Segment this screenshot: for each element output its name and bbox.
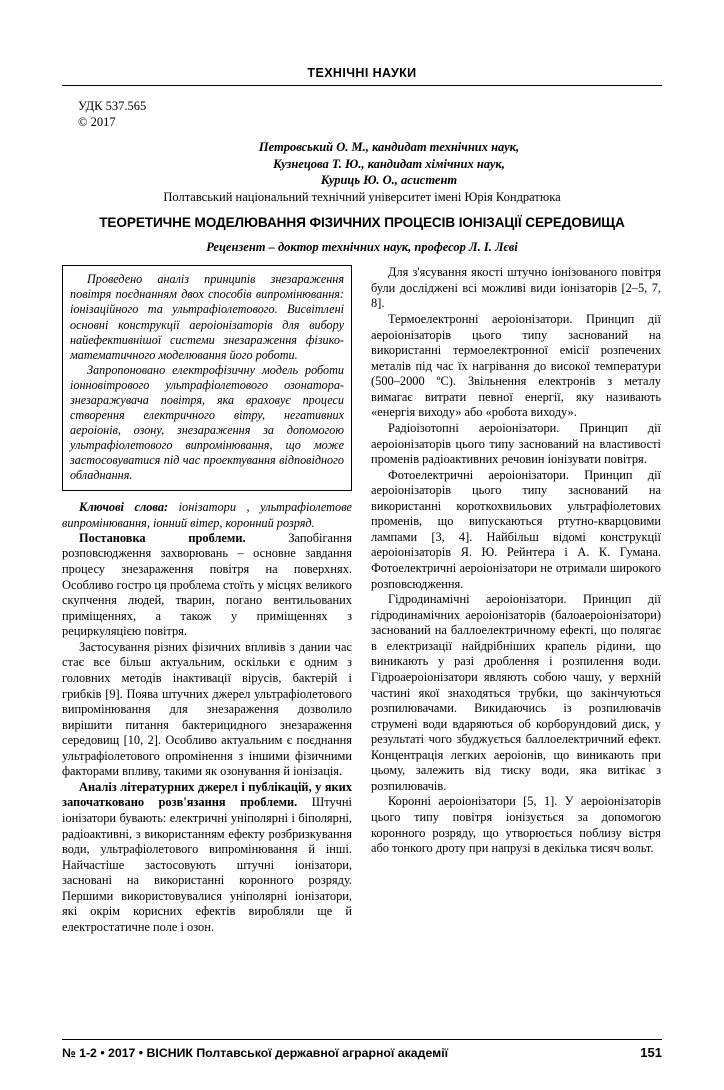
- left-paragraph-1-text: Запобігання розповсюдження захворювань – основне завдання процесу знезараження повітря на поверхнях. Особливо гостро ця проблема стоїть у місцях великого скупчення людей, тварин, погано вентильованих приміщеннях, а також у приміщеннях з рециркуляцією повітря.: [62, 530, 352, 639]
- page: [0, 66, 724, 1090]
- left-paragraph-3: [62, 780, 352, 936]
- affiliation: Полтавський національний технічний університет імені Юрія Кондратюка: [163, 189, 561, 204]
- right-paragraph-4: [371, 468, 661, 593]
- right-paragraph-6-lead: Коронні аероіонізатори [5, 1].: [388, 794, 558, 809]
- footer-row: [62, 1045, 662, 1060]
- running-head: ТЕХНІЧНІ НАУКИ: [307, 66, 417, 80]
- right-paragraph-4-lead: Фотоелектричні аероіонізатори.: [388, 467, 569, 482]
- udc-block: [62, 99, 662, 130]
- keywords-text: іонізатори , ультрафіолетове випромінювання, іонний вітер, коронний розряд.: [62, 500, 352, 530]
- left-paragraph-3-lead: Аналіз літературних джерел і публікацій, у яких започатковано розв'язання проблеми.: [62, 779, 352, 810]
- right-paragraph-3-lead: Радіоізотопні аероіонізатори.: [388, 420, 560, 435]
- left-paragraph-3-text: Штучні іонізатори бувають: електричні уніполярні і біполярні, радіоактивні, з використанням ефекту розбризкування води, ультрафіолетового випромінювання й інші. Найчастіше застосовують штучні іонізатори, засновані на використанні коронного розряду. Першими використовувалися уніполярні іонізатори, які окрім корисних ефектів виробляли ще й електростатичне поле і озон.: [62, 795, 352, 934]
- body-columns: [62, 265, 662, 935]
- page-title: ТЕОРЕТИЧНЕ МОДЕЛЮВАННЯ ФІЗИЧНИХ ПРОЦЕСІВ ІОНІЗАЦІЇ СЕРЕДОВИЩА: [99, 214, 625, 230]
- author-3: Куриць Ю. О., асистент: [320, 173, 458, 188]
- left-paragraph-2-text: Застосування різних фізичних впливів з дании час стає все більш актуальним, оскільки є одним з головних методів інактивації вірусів, бактерій і грибків [9]. Поява штучних джерел ультрафіолетового випромінювання для знезараження дозволило вирішити питання бактерицидного знезараження середовищ [10, 2]. Особливо актуальним є поєднання ультрафіолетового опромінення з іншими фізичними факторами впливу, такими як озонування й іонізація.: [62, 639, 352, 779]
- right-paragraph-3: [371, 421, 661, 468]
- abstract-paragraph-1: Проведено аналіз принципів знезараження повітря поєднанням двох способів випромінювання: іонізаційного та ультрафіолетового. Висвітлені основні конструкції аероіонізаторів для вибору найефективнішої системи знезараження фізико-математичного моделювання його роботи.: [70, 272, 344, 362]
- abstract-paragraph-2: Запропоновано електрофізичну модель роботи іонновітрового ультрафіолетового озонатора-знезаражувача повітря, яка враховує процеси створення електричного вітру, негативних аероіонів, озону, знезараження за допомогою ультрафіолетового випромінювання, що може застосовуватися під час проектування відповідного обладнання.: [70, 362, 344, 483]
- right-paragraph-2-lead: Термоелектронні аероіонізатори.: [388, 312, 573, 327]
- copyright-year: © 2017: [78, 114, 116, 129]
- header-rule: [62, 85, 662, 86]
- right-paragraph-5-text: Принцип дії гідродинамічних аероіонізаторів (балоаероіонізатори) заснований на баллоелектричному ефекті, що полягає в електризації найдрібніших крапель рідини, що виникають у разі дроблення і розпилення води. Гідроаероіонізатори являють собою чашу, у верхній частині якої знаходяться трубки, що закінчуються розпилювачами. Викидаючись із розпилювачів струмені води вдаряються об корборундовий диск, у результаті чого збуджується баллоелектричний ефект. Концентрація легких аероіонів, що виникають при цьому, залежить від тиску води, яка витікає з розпилювачів.: [371, 592, 662, 793]
- left-paragraph-2: [62, 640, 352, 780]
- left-paragraph-1-lead: Постановка проблеми.: [79, 530, 246, 545]
- footer-issue: № 1-2 • 2017 • ВІСНИК Полтавської державної аграрної академії: [62, 1046, 449, 1060]
- left-column: [62, 265, 352, 935]
- right-paragraph-2: [371, 312, 661, 421]
- footer-rule: [62, 1039, 662, 1040]
- right-paragraph-5-lead: Гідродинамічні аероіонізатори.: [388, 592, 567, 607]
- udc-code: УДК 537.565: [78, 99, 147, 113]
- author-1: Петровський О. М., кандидат технічних наук,: [258, 140, 520, 155]
- left-paragraph-1: [62, 531, 352, 640]
- right-paragraph-3-text: Принцип дії аероіонізаторів цього типу заснований на властивості променів радіоактивних речовин іонізувати повітря.: [371, 420, 661, 467]
- right-paragraph-4-text: Принцип дії аероіонізаторів цього типу заснований на використанні короткохвильових ультрафіолетових променів, що випускаються ртутно-кварцовими лампами [3, 4]. Найбільш відомі конструкції аероіонізаторів Я. Ю. Рейнтера і А. К. Гумана. Фотоелектричні аероіонізатори не отримали широкого розповсюдження.: [371, 467, 661, 591]
- right-paragraph-2-text: Принцип дії аероіонізаторів цього типу заснований на використанні термоелектронної емісії розпечених металів під час їх нагрівання до високої температури (500–2000 ºС). Звільнення електронів з металу вимагає витрати певної енергії, яку називають «енергія виходу» або «робота виходу».: [371, 312, 661, 420]
- authors-block: [62, 139, 662, 189]
- keywords: [62, 500, 352, 531]
- page-footer: [62, 1039, 662, 1060]
- keywords-label: Ключові слова:: [79, 500, 169, 515]
- author-2: Кузнецова Т. Ю., кандидат хімічних наук,: [273, 156, 505, 171]
- right-paragraph-1: [371, 265, 661, 312]
- right-paragraph-6: [371, 794, 661, 856]
- right-paragraph-5: [371, 592, 661, 794]
- right-column: [371, 265, 661, 856]
- page-number: 151: [640, 1045, 662, 1060]
- right-paragraph-6-text: У аероіонізаторів цього типу повітря іонізується за допомогою коронного розряду, що утворюється поблизу вістря або тонкого дроту при напрузі в декілька тисяч вольт.: [371, 794, 661, 856]
- abstract-box: [62, 265, 352, 491]
- right-paragraph-1-text: Для з'ясування якості штучно іонізованого повітря були досліджені всі можливі види іонізаторів [2–5, 7, 8].: [371, 265, 661, 311]
- reviewer-line: Рецензент – доктор технічних наук, професор Л. І. Лєві: [206, 240, 518, 255]
